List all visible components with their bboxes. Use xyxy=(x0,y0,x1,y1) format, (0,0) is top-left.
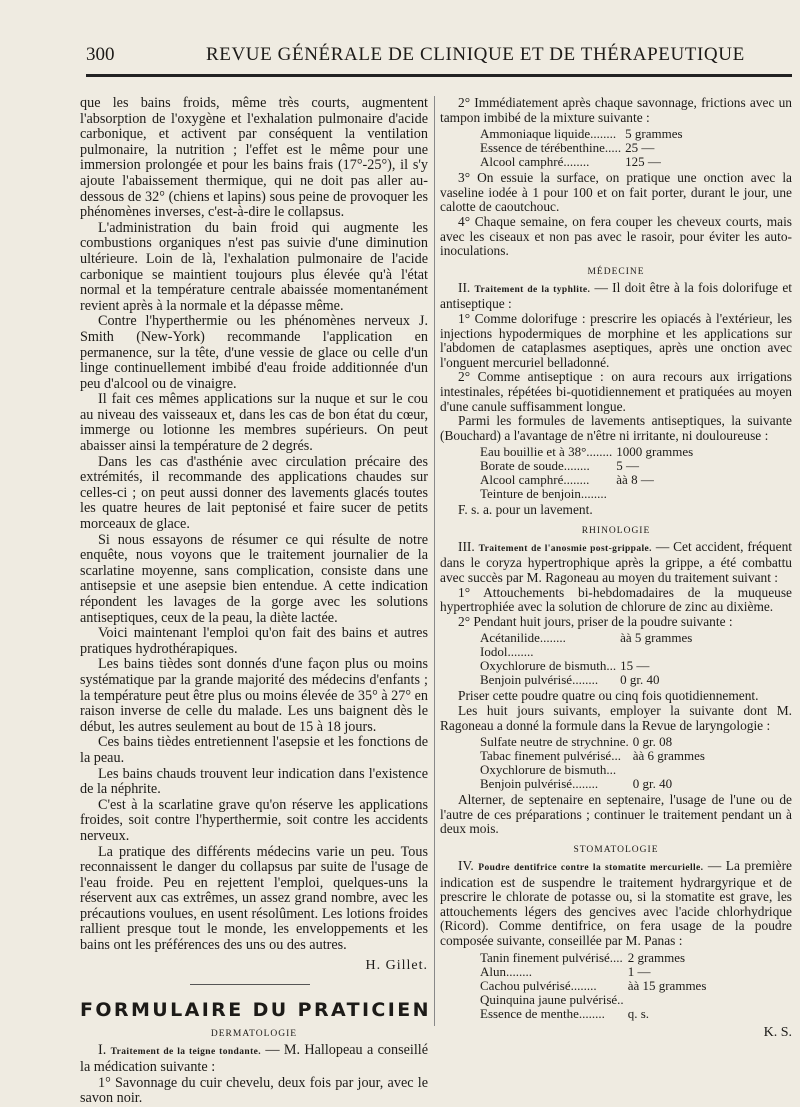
dose: 1 — xyxy=(627,963,651,979)
prescription-row xyxy=(480,631,696,645)
prescription-row xyxy=(480,979,710,993)
paragraph: Alterner, de septenaire en septenaire, l'usage de l'une ou de l'autre de ces préparations ; continuer le traitement pendant un à deux mois. xyxy=(440,792,792,837)
paragraph: L'administration du bain froid qui augmente les combustions organiques n'est pas suivie d'une diminution ultérieure. Loin de là, l'exhalation pulmonaire de l'acide carbonique se maintient toujours plus élevée qu'à l'état normal et la température centrale abaissée momentanément revient après à la normale et la dépasse même. xyxy=(80,219,428,314)
paragraph: 2° Pendant huit jours, priser de la poudre suivante : xyxy=(458,613,733,629)
prescription-table xyxy=(480,445,697,501)
dose xyxy=(620,645,696,659)
dose: 125 — xyxy=(625,154,661,170)
ingredient: Benjoin pulvérisé........ xyxy=(480,672,599,688)
ingredient: Acétanilide........ xyxy=(480,630,566,646)
dose xyxy=(628,993,711,1007)
dose xyxy=(633,763,709,777)
dose: 0 gr. 40 xyxy=(620,672,660,688)
dose: 2 grammes xyxy=(627,949,686,965)
item-number: I. xyxy=(98,1041,107,1058)
ingredient: Alcool camphré........ xyxy=(480,154,590,170)
item-heading xyxy=(80,1043,428,1076)
dose: 15 — xyxy=(620,658,650,674)
section-divider xyxy=(190,984,310,985)
author-signature: H. Gillet. xyxy=(365,957,428,973)
ingredient: Oxychlorure de bismuth... xyxy=(480,658,617,674)
prescription-row xyxy=(480,965,710,979)
dose: 25 — xyxy=(625,140,655,156)
section-heading-medecine: MÉDECINE xyxy=(587,266,645,277)
page-number: 300 xyxy=(86,44,115,65)
paragraph: C'est à la scarlatine grave qu'on réserve les applications froides, soit contre l'hyperthermie, soit contre les accidents nerveux. xyxy=(80,796,428,844)
item-number: III. xyxy=(458,538,475,554)
paragraph: Dans les cas d'asthénie avec circulation précaire des extrémités, il recommande des applications chaudes sur celles-ci ; on peut aussi donner des lavements glacés toutes les quatre heures de lait peptonisé et faire sucer de petits morceaux de glace. xyxy=(80,453,428,533)
prescription-row xyxy=(480,749,709,763)
section-heading-dermatologie: DERMATOLOGIE xyxy=(210,1028,298,1039)
paragraph: 2° Immédiatement après chaque savonnage, frictions avec un tampon imbibé de la mixture suivante : xyxy=(440,95,792,125)
item-title: Poudre dentifrice contre la stomatite mercurielle. xyxy=(478,863,704,873)
paragraph: 1° Comme dolorifuge : prescrire les opiacés à l'extérieur, les injections hypodermiques de morphine et les applications sur l'abdomen de cataplasmes aseptiques, après une onction avec l'onguent mercuriel belladonné. xyxy=(440,310,792,370)
ingredient: Eau bouillie et à 38°........ xyxy=(480,444,613,460)
dose: 1000 grammes xyxy=(616,444,694,460)
prescription-row xyxy=(480,487,697,501)
ingredient: Oxychlorure de bismuth... xyxy=(480,762,617,778)
prescription-row xyxy=(480,445,697,459)
section-heading-stomatologie: STOMATOLOGIE xyxy=(573,845,659,855)
running-header xyxy=(86,44,776,74)
ingredient: Alun........ xyxy=(480,963,532,979)
author-signature: K. S. xyxy=(763,1024,792,1040)
dose: 5 — xyxy=(616,458,640,474)
item-title: Traitement de la typhlite. xyxy=(474,284,591,295)
paragraph: Priser cette poudre quatre ou cinq fois quotidiennement. xyxy=(458,688,759,704)
prescription-row xyxy=(480,763,709,777)
prescription-row xyxy=(480,1007,710,1021)
prescription-row xyxy=(480,141,687,155)
prescription-row xyxy=(480,155,687,169)
paragraph: 4° Chaque semaine, on fera couper les cheveux courts, mais avec les ciseaux et non pas avec le rasoir, pour éviter les auto-inoculations. xyxy=(440,213,792,259)
ingredient: Tanin finement pulvérisé.... xyxy=(480,949,623,965)
dose: àà 8 — xyxy=(616,472,654,488)
paragraph: Ces bains tièdes entretiennent l'asepsie et les fonctions de la peau. xyxy=(80,734,428,766)
item-number: IV. xyxy=(458,858,474,873)
dose: àà 15 grammes xyxy=(627,977,707,993)
item-heading xyxy=(440,281,792,312)
ingredient: Tabac finement pulvérisé... xyxy=(480,748,621,764)
prescription-row xyxy=(480,659,696,673)
column-divider xyxy=(434,96,435,1026)
ingredient: Essence de menthe........ xyxy=(480,1005,605,1021)
prescription-row xyxy=(480,459,697,473)
paragraph: 1° Savonnage du cuir chevelu, deux fois par jour, avec le savon noir. xyxy=(80,1074,428,1107)
ingredient: Iodol........ xyxy=(480,644,534,660)
dose xyxy=(616,487,697,501)
paragraph: Voici maintenant l'emploi qu'on fait des bains et autres pratiques hydrothérapiques. xyxy=(80,625,428,657)
ingredient: Cachou pulvérisé........ xyxy=(480,977,597,993)
ingredient: Alcool camphré........ xyxy=(480,472,590,488)
item-text: — Il doit être à la fois dolorifuge et antiseptique : xyxy=(440,279,792,312)
item-title: Traitement de l'anosmie post-grippale. xyxy=(478,543,652,554)
prescription-table xyxy=(480,631,696,687)
prescription-row xyxy=(480,473,697,487)
paragraph: Il fait ces mêmes applications sur la nuque et sur le cou au niveau des vaisseaux et, dans les cas de bon état du cœur, immerge ou lotionne les membres supérieurs. On peut abaisser ainsi la température de 2 degrés. xyxy=(80,391,428,455)
item-text: — Cet accident, fréquent dans le coryza hypertrophique après la grippe, a été combattu avec succès par M. Ragoneau au moyen du traitement suivant : xyxy=(440,538,792,586)
paragraph: Contre l'hyperthermie ou les phénomènes nerveux J. Smith (New-York) recommande l'application en permanence, sur la tête, d'une vessie de glace ou celle d'un linge continuellement imbibé d'eau froide additionnée d'un peu d'alcool ou de vinaigre. xyxy=(80,313,428,392)
ingredient: Teinture de benjoin........ xyxy=(480,486,607,502)
dose: 5 grammes xyxy=(625,126,683,142)
prescription-table xyxy=(480,951,710,1021)
prescription-table xyxy=(480,127,687,169)
item-text: — M. Hallopeau a conseillé la médication suivante : xyxy=(80,1041,429,1076)
paragraph: 3° On essuie la surface, on pratique une onction avec la vaseline iodée à 1 pour 100 et on fait porter, durant le jour, une calotte de caoutchouc. xyxy=(440,170,792,215)
paragraph: Parmi les formules de lavements antiseptiques, la suivante (Bouchard) a l'avantage de n'être ni irritante, ni douloureuse : xyxy=(440,413,792,443)
prescription-row xyxy=(480,127,687,141)
dose: q. s. xyxy=(627,1005,649,1021)
paragraph: Si nous essayons de résumer ce qui résulte de notre enquête, nous voyons que le traitement journalier de la scarlatine moyenne, sans complication, consiste dans une antisepsie et une asepsie bien entendue. A cette indication répondent les lavages de la gorge avec les solutions antiseptiques, ceux de la peau, la diète lactée. xyxy=(80,531,428,626)
prescription-row xyxy=(480,673,696,687)
prescription-row xyxy=(480,777,709,791)
item-title: Traitement de la teigne tondante. xyxy=(110,1046,262,1057)
paragraph: Les huit jours suivants, employer la suivante dont M. Ragoneau a donné la formule dans la Revue de laryngologie : xyxy=(440,703,792,733)
right-column xyxy=(440,96,792,1045)
dose: 0 gr. 08 xyxy=(632,734,673,750)
journal-title: REVUE GÉNÉRALE DE CLINIQUE ET DE THÉRAPEUTIQUE xyxy=(206,44,745,65)
item-number: II. xyxy=(458,279,471,295)
section-heading-rhinologie: RHINOLOGIE xyxy=(581,525,651,536)
prescription-row xyxy=(480,645,696,659)
paragraph: 2° Comme antiseptique : on aura recours aux irrigations intestinales, répétées bi-quotidiennement et pratiquées au moyen d'une canule suffisamment longue. xyxy=(440,369,792,414)
prescription-table xyxy=(480,735,709,791)
item-text: — La première indication est de suspendre le traitement hydrargyrique et de prescrire le chlorate de potasse ou, si la stomatite est grave, les attouchements légers des gencives avec l'acide chlorhydrique (Ricord). Comme dentifrice, on fera usage de la poudre composée suivante, conseillée par M. Panas : xyxy=(440,858,792,948)
prescription-row xyxy=(480,735,709,749)
paragraph: que les bains froids, même très courts, augmentent l'absorption de l'oxygène et l'exhalation pulmonaire d'acide carbonique, et activent par conséquent la ventilation pulmonaire, la nutrition ; l'effet est le même pour une immersion prolongée et pour les bains frais (17°-25°), il s'y ajoute l'abaissement thermique, qui ne doit pas aller au-dessous de 32° (chiens et lapins) sous peine de provoquer les phénomènes inverses, c'est-à-dire le collapsus. xyxy=(80,95,428,221)
item-heading xyxy=(440,859,792,949)
ingredient: Benjoin pulvérisé........ xyxy=(480,776,599,792)
item-heading xyxy=(440,540,792,586)
ingredient: Ammoniaque liquide........ xyxy=(480,126,617,142)
paragraph: 1° Attouchements bi-hebdomadaires de la muqueuse hypertrophiée avec la solution de chlorure de zinc au dixième. xyxy=(440,584,792,615)
paragraph: Les bains tièdes sont donnés d'une façon plus ou moins systématique par la grande majorité des médecins d'enfants ; la température peut être plus ou moins élevée de 35° à 27° en raison inverse de celle du malade. Les uns baignent dès le début, les autres seulement au bout de 15 à 18 jours. xyxy=(80,656,428,735)
paragraph: Les bains chauds trouvent leur indication dans l'existence de la néphrite. xyxy=(80,765,428,798)
dose: àà 5 grammes xyxy=(620,630,693,646)
ingredient: Sulfate neutre de strychnine. xyxy=(480,734,629,750)
left-column xyxy=(80,95,431,1107)
ingredient: Quinquina jaune pulvérisé.. xyxy=(480,991,624,1007)
ingredient: Borate de soude........ xyxy=(480,458,590,474)
dose: 0 gr. 40 xyxy=(632,776,673,792)
ingredient: Essence de térébenthine..... xyxy=(480,140,622,156)
prescription-row xyxy=(480,993,710,1007)
dose: àà 6 grammes xyxy=(632,748,705,764)
header-rule xyxy=(86,74,792,77)
prescription-row xyxy=(480,951,710,965)
paragraph: F. s. a. pour un lavement. xyxy=(458,502,593,518)
paragraph: La pratique des différents médecins varie un peu. Tous reconnaissent le danger du collapsus par suite de l'usage de l'eau froide. Peu en rejettent l'emploi, quelques-uns la réservent aux cas extrêmes, un assez grand nombre, avec les précautions voulues, en usent résolûment. Les lotions froides rallient presque tout le monde, les enveloppements et les bains ont les préférences des uns ou des autres. xyxy=(80,843,428,954)
formulaire-title: FORMULAIRE DU PRATICIEN xyxy=(80,998,431,1021)
